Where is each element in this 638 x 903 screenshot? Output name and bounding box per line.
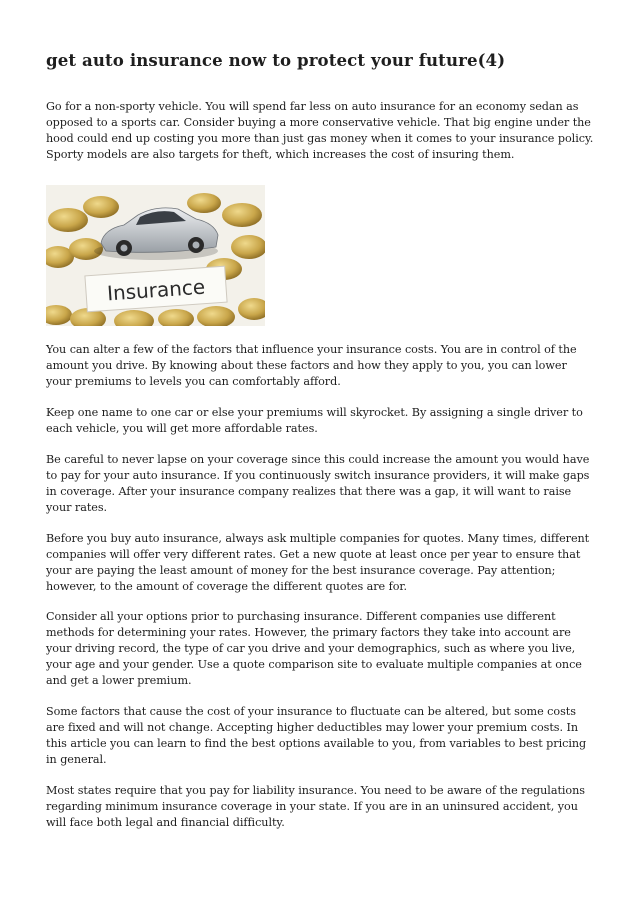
paragraph-2: You can alter a few of the factors that influence your insurance costs. You are in control of the amount you drive. By knowing about these factors and how they apply to you, you can lower your premiums to levels you can comfortably afford. [46,343,577,389]
paragraph-4: Be careful to never lapse on your coverage since this could increase the amount you would have to pay for your auto insurance. If you continuously switch insurance providers, it will make gaps in coverage. After your insurance company realizes that there was a gap, it will want to raise your rates. [46,453,590,515]
page-title: get auto insurance now to protect your future(4) [46,50,506,70]
sign-text: Insurance [106,274,206,306]
paragraph-1: Go for a non-sporty vehicle. You will spend far less on auto insurance for an economy sedan as opposed to a sports car. Consider buying a more conservative vehicle. That big engine under the hood could end up costing you more than just gas money when it comes to your insurance policy. Sporty models are also targets for theft, which increases the cost of insuring them. [46,100,594,162]
paragraph-6: Consider all your options prior to purchasing insurance. Different companies use different methods for determining your rates. However, the primary factors they take into account are your driving record, the type of car you drive and your demographics, such as where you live, your age and your gender. Use a quote comparison site to evaluate multiple companies at once and get a lower premium. [46,610,582,688]
paragraph-8: Most states require that you pay for liability insurance. You need to be aware of the regulations regarding minimum insurance coverage in your state. If you are in an uninsured accident, you will face both legal and financial difficulty. [46,784,585,830]
paragraph-7: Some factors that cause the cost of your insurance to fluctuate can be altered, but some costs are fixed and will not change. Accepting higher deductibles may lower your premium costs. In this article you can learn to find the best options available to you, from variables to best pricing in general. [46,705,587,767]
paragraph-3: Keep one name to one car or else your premiums will skyrocket. By assigning a single driver to each vehicle, you will get more affordable rates. [46,406,583,436]
insurance-car-photo [46,185,265,326]
paragraph-5: Before you buy auto insurance, always ask multiple companies for quotes. Many times, different companies will offer very different rates. Get a new quote at least once per year to ensure that your are paying the least amount of money for the best insurance coverage. Pay attention; however, to the amount of coverage the different quotes are for. [46,532,590,594]
